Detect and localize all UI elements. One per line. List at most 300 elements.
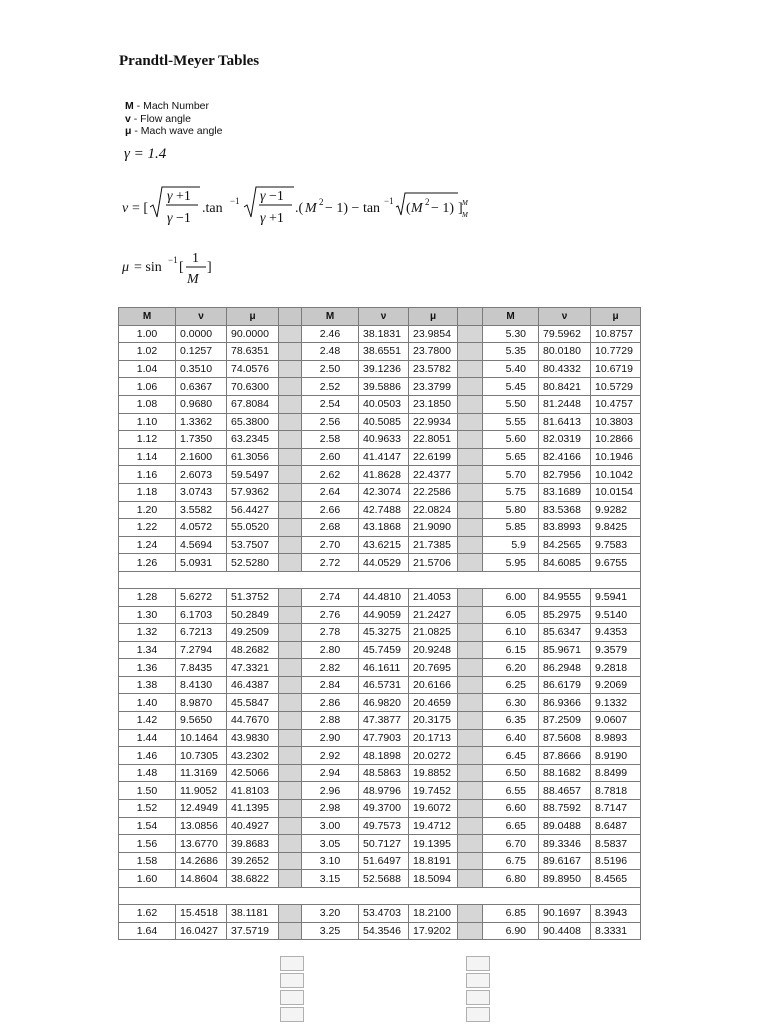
mach-cell: 6.90 xyxy=(483,922,539,940)
spacer-cell xyxy=(279,519,302,537)
header-mu: μ xyxy=(591,308,641,326)
mach-cell: 6.25 xyxy=(483,676,539,694)
header-nu: ν xyxy=(539,308,591,326)
nu-cell: 46.1611 xyxy=(359,659,409,677)
mu-cell: 67.8084 xyxy=(227,395,279,413)
nu-cell: 16.0427 xyxy=(176,922,227,940)
table-row xyxy=(119,817,641,835)
mach-cell: 1.18 xyxy=(119,483,176,501)
mach-cell: 2.70 xyxy=(302,536,359,554)
nu-cell: 89.3346 xyxy=(539,835,591,853)
mach-cell: 1.28 xyxy=(119,588,176,606)
nu-cell: 1.3362 xyxy=(176,413,227,431)
mach-cell: 6.40 xyxy=(483,729,539,747)
nu-cell: 1.7350 xyxy=(176,431,227,449)
spacer-cell xyxy=(458,501,483,519)
spacer-cell xyxy=(279,694,302,712)
spacer-cell xyxy=(458,624,483,642)
mu-cell: 70.6300 xyxy=(227,378,279,396)
mu-cell: 10.7729 xyxy=(591,343,641,361)
mach-cell: 2.48 xyxy=(302,343,359,361)
mu-cell: 56.4427 xyxy=(227,501,279,519)
mu-cell: 59.5497 xyxy=(227,466,279,484)
svg-text:− 1): − 1) xyxy=(431,201,455,216)
mu-cell: 38.1181 xyxy=(227,905,279,923)
spacer-cell xyxy=(279,641,302,659)
mach-cell: 2.88 xyxy=(302,712,359,730)
nu-cell: 44.9059 xyxy=(359,606,409,624)
mach-cell: 1.14 xyxy=(119,448,176,466)
spacer-cell xyxy=(458,764,483,782)
svg-text:M: M xyxy=(411,201,423,216)
mu-cell: 8.7147 xyxy=(591,800,641,818)
mach-cell: 2.60 xyxy=(302,448,359,466)
mu-cell: 45.5847 xyxy=(227,694,279,712)
spacer-cell xyxy=(279,729,302,747)
mu-cell: 9.2818 xyxy=(591,659,641,677)
spacer-cell xyxy=(458,431,483,449)
nu-cell: 50.7127 xyxy=(359,835,409,853)
mu-cell: 9.6755 xyxy=(591,554,641,572)
mu-cell: 46.4387 xyxy=(227,676,279,694)
header-nu: ν xyxy=(176,308,227,326)
mu-cell: 22.0824 xyxy=(409,501,458,519)
legend-item-mach-wave-angle: μ - Mach wave angle xyxy=(125,125,223,137)
spacer-cell xyxy=(279,905,302,923)
nu-cell: 4.0572 xyxy=(176,519,227,537)
svg-text:−1: −1 xyxy=(384,196,394,206)
mach-cell: 1.52 xyxy=(119,800,176,818)
mach-cell: 5.30 xyxy=(483,325,539,343)
mu-cell: 8.7818 xyxy=(591,782,641,800)
mu-cell: 39.2652 xyxy=(227,852,279,870)
mu-cell: 43.9830 xyxy=(227,729,279,747)
spacer-cell xyxy=(458,483,483,501)
nu-cell: 11.3169 xyxy=(176,764,227,782)
svg-text:[: [ xyxy=(179,260,184,275)
nu-cell: 3.5582 xyxy=(176,501,227,519)
mu-cell: 37.5719 xyxy=(227,922,279,940)
svg-text:.(: .( xyxy=(295,201,304,216)
mu-cell: 40.4927 xyxy=(227,817,279,835)
mu-cell: 90.0000 xyxy=(227,325,279,343)
spacer-cell xyxy=(279,817,302,835)
mu-cell: 8.9190 xyxy=(591,747,641,765)
table-row xyxy=(119,378,641,396)
mach-cell: 1.50 xyxy=(119,782,176,800)
nu-cell: 13.6770 xyxy=(176,835,227,853)
svg-text:]: ] xyxy=(207,260,212,275)
mach-cell: 2.78 xyxy=(302,624,359,642)
spacer-stub xyxy=(280,1007,304,1022)
separator-cell xyxy=(119,888,641,905)
spacer-cell xyxy=(279,536,302,554)
mach-cell: 6.60 xyxy=(483,800,539,818)
table-row xyxy=(119,764,641,782)
mu-cell: 10.4757 xyxy=(591,395,641,413)
mu-cell: 22.9934 xyxy=(409,413,458,431)
nu-cell: 47.7903 xyxy=(359,729,409,747)
svg-text:1: 1 xyxy=(192,251,199,266)
mu-cell: 18.2100 xyxy=(409,905,458,923)
mu-cell: 18.8191 xyxy=(409,852,458,870)
spacer-cell xyxy=(458,835,483,853)
mu-cell: 43.2302 xyxy=(227,747,279,765)
mach-cell: 1.64 xyxy=(119,922,176,940)
spacer-stub xyxy=(466,990,490,1005)
mach-cell: 5.40 xyxy=(483,360,539,378)
table-row xyxy=(119,554,641,572)
nu-cell: 5.6272 xyxy=(176,588,227,606)
mach-cell: 6.05 xyxy=(483,606,539,624)
mach-cell: 2.46 xyxy=(302,325,359,343)
nu-cell: 85.2975 xyxy=(539,606,591,624)
mu-cell: 20.9248 xyxy=(409,641,458,659)
mu-cell: 9.3579 xyxy=(591,641,641,659)
mach-cell: 5.80 xyxy=(483,501,539,519)
mach-cell: 2.94 xyxy=(302,764,359,782)
table-row xyxy=(119,325,641,343)
nu-cell: 46.9820 xyxy=(359,694,409,712)
mach-cell: 1.24 xyxy=(119,536,176,554)
spacer-cell xyxy=(279,483,302,501)
nu-cell: 10.7305 xyxy=(176,747,227,765)
svg-text:.tan: .tan xyxy=(202,201,223,216)
nu-cell: 83.1689 xyxy=(539,483,591,501)
spacer-cell xyxy=(458,413,483,431)
nu-cell: 15.4518 xyxy=(176,905,227,923)
mach-cell: 3.10 xyxy=(302,852,359,870)
nu-cell: 89.0488 xyxy=(539,817,591,835)
spacer-cell xyxy=(458,325,483,343)
mu-cell: 9.1332 xyxy=(591,694,641,712)
mu-cell: 20.6166 xyxy=(409,676,458,694)
mu-cell: 21.4053 xyxy=(409,588,458,606)
svg-text:+1: +1 xyxy=(269,211,284,226)
mu-cell: 20.1713 xyxy=(409,729,458,747)
spacer-cell xyxy=(279,676,302,694)
mu-cell: 78.6351 xyxy=(227,343,279,361)
table-row xyxy=(119,835,641,853)
table-row xyxy=(119,729,641,747)
nu-cell: 81.2448 xyxy=(539,395,591,413)
nu-cell: 9.5650 xyxy=(176,712,227,730)
svg-text:ν: ν xyxy=(122,201,129,216)
nu-cell: 54.3546 xyxy=(359,922,409,940)
spacer-stub xyxy=(466,973,490,988)
separator-cell xyxy=(119,571,641,588)
prandtl-meyer-table xyxy=(118,307,641,940)
nu-cell: 52.5688 xyxy=(359,870,409,888)
nu-cell: 6.7213 xyxy=(176,624,227,642)
nu-cell: 84.9555 xyxy=(539,588,591,606)
spacer-cell xyxy=(458,712,483,730)
nu-cell: 80.4332 xyxy=(539,360,591,378)
mu-cell: 19.4712 xyxy=(409,817,458,835)
spacer-cell xyxy=(458,782,483,800)
mach-cell: 5.70 xyxy=(483,466,539,484)
page-cutoff xyxy=(118,950,650,958)
mu-cell: 23.9854 xyxy=(409,325,458,343)
nu-cell: 0.3510 xyxy=(176,360,227,378)
spacer-cell xyxy=(458,676,483,694)
svg-text:−1: −1 xyxy=(230,196,240,206)
legend-item-mach: M - Mach Number xyxy=(125,100,210,112)
mu-cell: 22.2586 xyxy=(409,483,458,501)
mach-cell: 6.35 xyxy=(483,712,539,730)
mach-cell: 2.52 xyxy=(302,378,359,396)
mu-cell: 21.2427 xyxy=(409,606,458,624)
mach-cell: 2.56 xyxy=(302,413,359,431)
mach-cell: 1.40 xyxy=(119,694,176,712)
spacer-cell xyxy=(279,922,302,940)
mach-cell: 5.60 xyxy=(483,431,539,449)
spacer-cell xyxy=(279,606,302,624)
mu-cell: 48.2682 xyxy=(227,641,279,659)
spacer-cell xyxy=(458,536,483,554)
svg-text:−1: −1 xyxy=(168,255,178,265)
mu-cell: 21.9090 xyxy=(409,519,458,537)
nu-cell: 5.0931 xyxy=(176,554,227,572)
mach-cell: 2.74 xyxy=(302,588,359,606)
mu-cell: 10.2866 xyxy=(591,431,641,449)
nu-cell: 43.6215 xyxy=(359,536,409,554)
nu-cell: 13.0856 xyxy=(176,817,227,835)
spacer-cell xyxy=(279,466,302,484)
symbol-legend xyxy=(125,100,222,138)
spacer-cell xyxy=(458,378,483,396)
spacer-cell xyxy=(279,800,302,818)
table-row xyxy=(119,659,641,677)
svg-text:−1: −1 xyxy=(269,189,284,204)
mach-cell: 2.54 xyxy=(302,395,359,413)
nu-cell: 0.1257 xyxy=(176,343,227,361)
nu-cell: 85.9671 xyxy=(539,641,591,659)
nu-cell: 7.8435 xyxy=(176,659,227,677)
mu-cell: 22.6199 xyxy=(409,448,458,466)
mach-cell: 3.20 xyxy=(302,905,359,923)
spacer-cell xyxy=(458,905,483,923)
mach-cell: 1.48 xyxy=(119,764,176,782)
nu-cell: 38.6551 xyxy=(359,343,409,361)
prandtl-meyer-equation xyxy=(122,183,467,236)
mach-cell: 5.45 xyxy=(483,378,539,396)
legend-item-flow-angle: v - Flow angle xyxy=(125,112,191,125)
nu-cell: 83.8993 xyxy=(539,519,591,537)
mach-cell: 2.92 xyxy=(302,747,359,765)
svg-text:(: ( xyxy=(406,201,411,216)
mu-cell: 10.1042 xyxy=(591,466,641,484)
nu-cell: 46.5731 xyxy=(359,676,409,694)
svg-text:]: ] xyxy=(458,201,463,216)
nu-cell: 12.4949 xyxy=(176,800,227,818)
svg-text:M: M xyxy=(462,211,468,219)
spacer-stub xyxy=(280,973,304,988)
spacer-cell xyxy=(279,378,302,396)
mach-cell: 2.62 xyxy=(302,466,359,484)
spacer-cell xyxy=(279,782,302,800)
nu-cell: 40.0503 xyxy=(359,395,409,413)
mach-cell: 6.20 xyxy=(483,659,539,677)
mach-cell: 6.55 xyxy=(483,782,539,800)
table-row xyxy=(119,413,641,431)
spacer-cell xyxy=(458,519,483,537)
table-row xyxy=(119,395,641,413)
nu-cell: 0.0000 xyxy=(176,325,227,343)
mach-cell: 1.62 xyxy=(119,905,176,923)
spacer-cell xyxy=(458,817,483,835)
mach-cell: 3.25 xyxy=(302,922,359,940)
mach-cell: 2.68 xyxy=(302,519,359,537)
mach-cell: 1.12 xyxy=(119,431,176,449)
mach-cell: 1.38 xyxy=(119,676,176,694)
mach-cell: 5.85 xyxy=(483,519,539,537)
nu-cell: 14.2686 xyxy=(176,852,227,870)
mach-cell: 6.10 xyxy=(483,624,539,642)
mu-cell: 55.0520 xyxy=(227,519,279,537)
mu-cell: 53.7507 xyxy=(227,536,279,554)
mach-cell: 1.36 xyxy=(119,659,176,677)
mach-cell: 2.58 xyxy=(302,431,359,449)
spacer-cell xyxy=(279,554,302,572)
mu-cell: 49.2509 xyxy=(227,624,279,642)
svg-text:= [: = [ xyxy=(132,201,149,216)
mach-cell: 3.00 xyxy=(302,817,359,835)
mach-cell: 3.05 xyxy=(302,835,359,853)
table-row xyxy=(119,501,641,519)
mu-cell: 21.5706 xyxy=(409,554,458,572)
nu-cell: 11.9052 xyxy=(176,782,227,800)
mach-cell: 1.30 xyxy=(119,606,176,624)
table-row xyxy=(119,448,641,466)
table-row xyxy=(119,431,641,449)
table-row xyxy=(119,676,641,694)
mach-cell: 1.34 xyxy=(119,641,176,659)
nu-cell: 82.4166 xyxy=(539,448,591,466)
mu-cell: 22.8051 xyxy=(409,431,458,449)
svg-text:μ: μ xyxy=(122,260,130,275)
header-mu: μ xyxy=(409,308,458,326)
mu-cell: 8.3943 xyxy=(591,905,641,923)
mu-cell: 23.7800 xyxy=(409,343,458,361)
mach-cell: 1.60 xyxy=(119,870,176,888)
nu-cell: 43.1868 xyxy=(359,519,409,537)
spacer-cell xyxy=(279,343,302,361)
mach-cell: 6.50 xyxy=(483,764,539,782)
mach-cell: 2.72 xyxy=(302,554,359,572)
table-row xyxy=(119,588,641,606)
nu-cell: 82.0319 xyxy=(539,431,591,449)
mach-cell: 6.00 xyxy=(483,588,539,606)
spacer-cell xyxy=(279,501,302,519)
header-nu: ν xyxy=(359,308,409,326)
nu-cell: 80.0180 xyxy=(539,343,591,361)
mach-cell: 1.06 xyxy=(119,378,176,396)
spacer-cell xyxy=(458,343,483,361)
mach-cell: 1.42 xyxy=(119,712,176,730)
table-row xyxy=(119,536,641,554)
nu-cell: 42.3074 xyxy=(359,483,409,501)
nu-cell: 87.5608 xyxy=(539,729,591,747)
mach-cell: 2.86 xyxy=(302,694,359,712)
nu-cell: 85.6347 xyxy=(539,624,591,642)
table-row xyxy=(119,870,641,888)
nu-cell: 45.7459 xyxy=(359,641,409,659)
mach-cell: 6.85 xyxy=(483,905,539,923)
spacer-cell xyxy=(458,395,483,413)
svg-text:2: 2 xyxy=(319,197,324,207)
nu-cell: 80.8421 xyxy=(539,378,591,396)
mu-cell: 23.3799 xyxy=(409,378,458,396)
svg-text:γ: γ xyxy=(260,189,266,204)
mu-cell: 8.3331 xyxy=(591,922,641,940)
nu-cell: 88.1682 xyxy=(539,764,591,782)
mu-cell: 9.2069 xyxy=(591,676,641,694)
mach-cell: 1.00 xyxy=(119,325,176,343)
nu-cell: 42.7488 xyxy=(359,501,409,519)
mach-angle-equation xyxy=(122,248,232,293)
spacer-cell xyxy=(279,588,302,606)
mu-cell: 23.5782 xyxy=(409,360,458,378)
mach-cell: 2.98 xyxy=(302,800,359,818)
mu-cell: 8.6487 xyxy=(591,817,641,835)
mach-cell: 2.66 xyxy=(302,501,359,519)
nu-cell: 87.2509 xyxy=(539,712,591,730)
mu-cell: 9.4353 xyxy=(591,624,641,642)
mu-cell: 9.0607 xyxy=(591,712,641,730)
nu-cell: 53.4703 xyxy=(359,905,409,923)
nu-cell: 90.1697 xyxy=(539,905,591,923)
mu-cell: 9.9282 xyxy=(591,501,641,519)
spacer-cell xyxy=(279,747,302,765)
spacer-cell xyxy=(458,659,483,677)
mach-cell: 2.84 xyxy=(302,676,359,694)
mu-cell: 9.8425 xyxy=(591,519,641,537)
mach-cell: 5.35 xyxy=(483,343,539,361)
nu-cell: 3.0743 xyxy=(176,483,227,501)
nu-cell: 2.1600 xyxy=(176,448,227,466)
svg-text:M: M xyxy=(187,272,199,287)
nu-cell: 83.5368 xyxy=(539,501,591,519)
spacer-cell xyxy=(458,747,483,765)
page-title: Prandtl-Meyer Tables xyxy=(119,53,260,69)
spacer-cell xyxy=(279,431,302,449)
nu-cell: 44.0529 xyxy=(359,554,409,572)
nu-cell: 41.4147 xyxy=(359,448,409,466)
mu-cell: 74.0576 xyxy=(227,360,279,378)
nu-cell: 8.4130 xyxy=(176,676,227,694)
mu-cell: 39.8683 xyxy=(227,835,279,853)
nu-cell: 4.5694 xyxy=(176,536,227,554)
mach-cell: 1.02 xyxy=(119,343,176,361)
mu-cell: 21.7385 xyxy=(409,536,458,554)
mach-cell: 3.15 xyxy=(302,870,359,888)
mach-cell: 1.56 xyxy=(119,835,176,853)
spacer-cell xyxy=(279,624,302,642)
mu-cell: 8.8499 xyxy=(591,764,641,782)
spacer-cell xyxy=(279,413,302,431)
table-row xyxy=(119,782,641,800)
table-row xyxy=(119,641,641,659)
spacer-cell xyxy=(279,764,302,782)
nu-cell: 40.9633 xyxy=(359,431,409,449)
spacer-cell xyxy=(458,852,483,870)
table-row xyxy=(119,905,641,923)
table-row xyxy=(119,800,641,818)
mach-cell: 1.32 xyxy=(119,624,176,642)
table-row xyxy=(119,360,641,378)
table-body xyxy=(119,325,641,940)
